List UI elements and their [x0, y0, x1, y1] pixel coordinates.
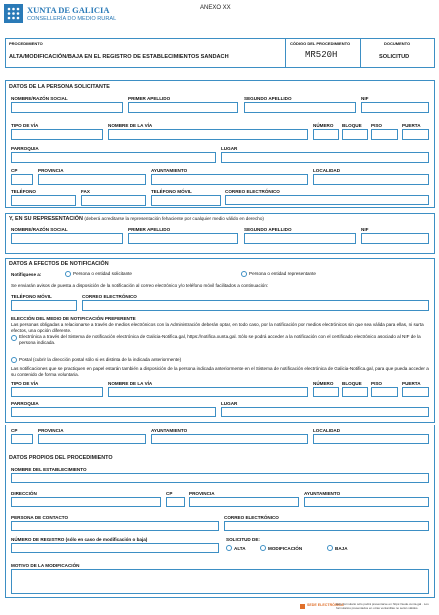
- rep-surname2-field[interactable]: [244, 233, 356, 244]
- org-name: XUNTA DE GALICIA: [27, 5, 110, 15]
- rep-name-label: NOMBRE/RAZÓN SOCIAL: [11, 227, 68, 232]
- procedure-title: DATOS PROPIOS DEL PROCEDIMIENTO: [9, 455, 113, 461]
- applicant-number-label: NÚMERO: [313, 123, 334, 128]
- applicant-roadtype-field[interactable]: [11, 129, 103, 140]
- dept-name: CONSELLERÍA DO MEDIO RURAL: [27, 16, 117, 22]
- notif-parish-label: PARROQUIA: [11, 401, 39, 406]
- applicant-cp-label: CP: [11, 168, 18, 173]
- procedure-code: MR520H: [305, 50, 338, 60]
- contact-field[interactable]: [11, 521, 219, 531]
- notif-electronic-radio[interactable]: [11, 335, 17, 341]
- notif-mobile-field[interactable]: [11, 300, 77, 311]
- notif-postal-radio[interactable]: [11, 357, 17, 363]
- register-no-field[interactable]: [11, 543, 219, 553]
- applicant-floor-label: PISO: [371, 123, 382, 128]
- applicant-phone-field[interactable]: [11, 195, 76, 206]
- annex-label: ANEXO XX: [200, 5, 231, 11]
- applicant-roadname-field[interactable]: [108, 129, 308, 140]
- notif-province-label: PROVINCIA: [38, 428, 64, 433]
- notif-locality-label: LOCALIDAD: [313, 428, 341, 433]
- applicant-block-label: BLOQUE: [342, 123, 362, 128]
- procedure-label: PROCEDIMIENTO: [9, 41, 43, 46]
- notif-door-label: PUERTA: [402, 381, 421, 386]
- reason-label: MOTIVO DE LA MODIFICACIÓN: [11, 563, 80, 568]
- applicant-name-label: NOMBRE/RAZÓN SOCIAL: [11, 96, 68, 101]
- proc-email-label: CORREO ELECTRÓNICO: [224, 515, 279, 520]
- applicant-mobile-field[interactable]: [151, 195, 221, 206]
- notif-choice-title: ELECCIÓN DEL MEDIO DE NOTIFICACIÓN PREFERENTE: [11, 316, 136, 321]
- reason-field[interactable]: [11, 569, 429, 594]
- applicant-phone-label: TELÉFONO: [11, 189, 37, 194]
- notif-floor-label: PISO: [371, 381, 382, 386]
- procedure-title: ALTA/MODIFICACIÓN/BAJA EN EL REGISTRO DE ESTABLECIMIENTOS SANDACH: [9, 54, 229, 60]
- rep-surname1-field[interactable]: [128, 233, 238, 244]
- notif-number-field[interactable]: [313, 387, 339, 397]
- representative-heading: [9, 216, 264, 222]
- applicant-cp-field[interactable]: [11, 174, 33, 185]
- rep-nif-field[interactable]: [361, 233, 429, 244]
- modification-radio[interactable]: [260, 545, 266, 551]
- notif-roadtype-field[interactable]: [11, 387, 103, 397]
- proc-municipality-label: AYUNTAMIENTO: [304, 491, 341, 496]
- applicant-email-field[interactable]: [225, 195, 429, 205]
- proc-email-field[interactable]: [224, 521, 429, 531]
- applicant-mobile-label: TELÉFONO MÓVIL: [151, 189, 192, 194]
- request-type-label: SOLICITUD DE:: [226, 537, 260, 542]
- applicant-province-label: PROVINCIA: [38, 168, 64, 173]
- applicant-number-field[interactable]: [313, 129, 339, 140]
- notif-email-label: CORREO ELECTRÓNICO: [82, 294, 137, 299]
- notif-place-field[interactable]: [221, 407, 429, 417]
- notify-applicant-label: Persona o entidad solicitante: [73, 271, 132, 276]
- notif-paper-note: Las notificaciones que se practiquen en papel estarán también a disposición de la persona indicada anteriormente en el Sistema de notificación electrónica de Galicia-Notifica.gal, para que pueda acceder a su contenido de forma voluntaria.: [11, 366, 429, 377]
- notif-obliged-text: Las personas obligadas a relacionarse a través de medios electrónicos con la Administración deberán optar, en todo caso, por la notificación por medios electrónicos sin que sea válida para ellas, ni surta efectos, una opción diferente.: [11, 322, 424, 333]
- applicant-locality-label: LOCALIDAD: [313, 168, 341, 173]
- applicant-fax-field[interactable]: [81, 195, 146, 206]
- establishment-field[interactable]: [11, 473, 429, 483]
- applicant-parish-label: PARROQUIA: [11, 146, 39, 151]
- applicant-email-label: CORREO ELECTRÓNICO: [225, 189, 280, 194]
- applicant-title: DATOS DE LA PERSONA SOLICITANTE: [9, 84, 110, 90]
- title-divider-2: [360, 38, 361, 68]
- notif-roadname-field[interactable]: [108, 387, 308, 397]
- applicant-block-field[interactable]: [342, 129, 368, 140]
- alta-label: ALTA: [234, 546, 246, 551]
- notif-number-label: NÚMERO: [313, 381, 334, 386]
- notify-representative-radio[interactable]: [241, 271, 247, 277]
- notice-text: Se enviarán avisos de puesta a disposición de la notificación al correo electrónico y/o teléfono móvil facilitados a continuación:: [11, 283, 269, 288]
- alta-radio[interactable]: [226, 545, 232, 551]
- rep-surname1-label: PRIMER APELLIDO: [128, 227, 171, 232]
- establishment-label: NOMBRE DEL ESTABLECIMIENTO: [11, 467, 87, 472]
- proc-province-label: PROVINCIA: [189, 491, 215, 496]
- applicant-fax-label: FAX: [81, 189, 90, 194]
- applicant-roadname-label: NOMBRE DE LA VÍA: [108, 123, 153, 128]
- notif-parish-field[interactable]: [11, 407, 216, 417]
- notification-title: DATOS A EFECTOS DE NOTIFICACIÓN: [9, 261, 109, 267]
- applicant-parish-field[interactable]: [11, 152, 216, 163]
- notif-block-field[interactable]: [342, 387, 368, 397]
- applicant-section: [5, 80, 435, 208]
- title-divider-1: [285, 38, 286, 68]
- notif-postal-label: Postal (cubrir la dirección postal sólo si es distinta de la indicada anteriormente): [19, 357, 182, 362]
- notif-electronic-label: Electrónica a través del Sistema de notificación electrónica de Galicia-Notifica.gal, https://notifica.xunta.gal. Sólo se podrá acceder a la notificación con el certificado electrónico asociado al NIF de la persona indicada.: [19, 334, 421, 345]
- notif-block-label: BLOQUE: [342, 381, 362, 386]
- contact-label: PERSONA DE CONTACTO: [11, 515, 69, 520]
- notif-place-label: LUGAR: [221, 401, 238, 406]
- applicant-floor-field[interactable]: [371, 129, 398, 140]
- proc-province-field[interactable]: [189, 497, 299, 507]
- notify-applicant-radio[interactable]: [65, 271, 71, 277]
- document-label: DOCUMENTO: [384, 41, 411, 46]
- rep-nif-label: NIF: [361, 227, 369, 232]
- applicant-place-field[interactable]: [221, 152, 429, 163]
- notif-roadname-label: NOMBRE DE LA VÍA: [108, 381, 153, 386]
- notif-floor-field[interactable]: [371, 387, 398, 397]
- notif-cp-label: CP: [11, 428, 18, 433]
- applicant-nif-label: NIF: [361, 96, 369, 101]
- notif-door-field[interactable]: [402, 387, 429, 397]
- rep-surname2-label: SEGUNDO APELLIDO: [244, 227, 292, 232]
- footer-text: Este formulario sólo podrá presentarse en https://sede.xunta.gal · Los formularios presentados en otras ventanillas no serán válidos.: [336, 602, 429, 610]
- applicant-surname1-field[interactable]: [128, 102, 238, 113]
- applicant-surname1-label: PRIMER APELLIDO: [128, 96, 171, 101]
- applicant-name-field[interactable]: [11, 102, 123, 113]
- register-no-label: NÚMERO DE REGISTRO (sólo en caso de modificación o baja): [11, 537, 148, 542]
- document-type: SOLICITUD: [379, 54, 410, 60]
- notif-roadtype-label: TIPO DE VÍA: [11, 381, 39, 386]
- notify-representative-label: Persona o entidad representante: [249, 271, 316, 276]
- modification-label: MODIFICACIÓN: [268, 546, 303, 551]
- applicant-nif-field[interactable]: [361, 102, 429, 113]
- applicant-roadtype-label: TIPO DE VÍA: [11, 123, 39, 128]
- proc-municipality-field[interactable]: [304, 497, 429, 507]
- notify-to-label: Notifíquese a:: [11, 272, 42, 277]
- xunta-logo: [4, 4, 23, 23]
- baja-label: BAJA: [335, 546, 348, 551]
- applicant-door-field[interactable]: [402, 129, 429, 140]
- applicant-door-label: PUERTA: [402, 123, 421, 128]
- applicant-locality-field[interactable]: [313, 174, 429, 185]
- applicant-place-label: LUGAR: [221, 146, 238, 151]
- footer-brand: SEDE ELECTRÓNICA: [307, 603, 344, 607]
- proc-cp-field[interactable]: [166, 497, 185, 507]
- notif-municipality-label: AYUNTAMIENTO: [151, 428, 188, 433]
- baja-radio[interactable]: [327, 545, 333, 551]
- proc-address-field[interactable]: [11, 497, 161, 507]
- code-label: CÓDIGO DEL PROCEDIMIENTO: [290, 41, 351, 46]
- rep-name-field[interactable]: [11, 233, 123, 244]
- sede-icon: [300, 604, 305, 609]
- applicant-municipality-field[interactable]: [151, 174, 308, 185]
- proc-address-label: DIRECCIÓN: [11, 491, 37, 496]
- proc-cp-label: CP: [166, 491, 173, 496]
- representative-title: Y, EN SU REPRESENTACIÓN: [9, 216, 83, 222]
- applicant-municipality-label: AYUNTAMIENTO: [151, 168, 188, 173]
- title-box: [5, 38, 435, 68]
- notif-mobile-label: TELÉFONO MÓVIL: [11, 294, 52, 299]
- applicant-surname2-label: SEGUNDO APELLIDO: [244, 96, 292, 101]
- applicant-province-field[interactable]: [38, 174, 146, 185]
- notif-email-field[interactable]: [82, 300, 429, 311]
- representative-note: (deberá acreditarse la representación fehaciente por cualquier medio válido en derecho): [84, 216, 264, 221]
- applicant-surname2-field[interactable]: [244, 102, 356, 113]
